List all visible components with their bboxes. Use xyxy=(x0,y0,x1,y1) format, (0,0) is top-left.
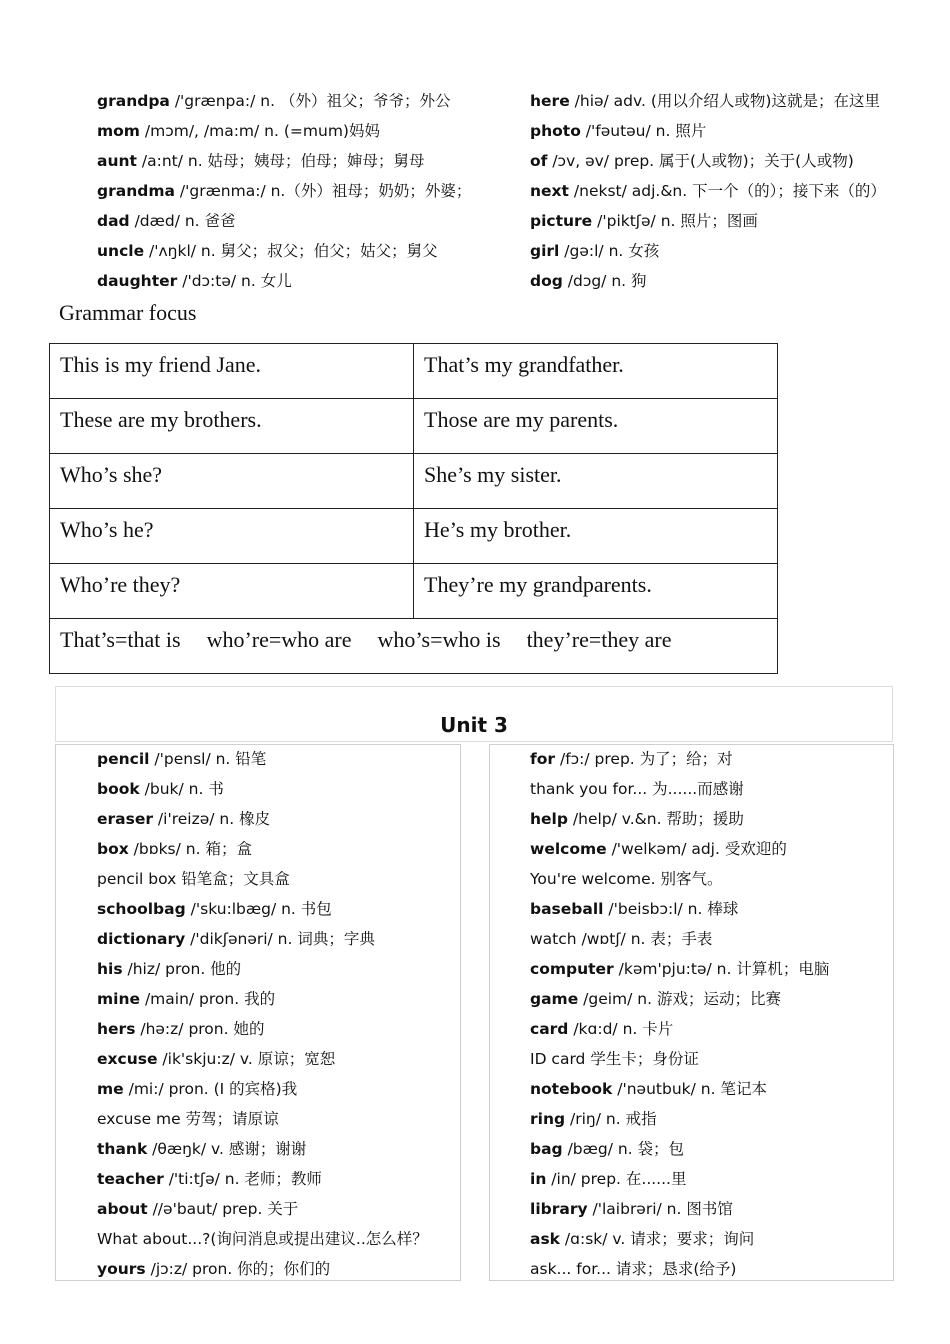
vocab-word: pencil xyxy=(97,750,150,768)
vocab-word: uncle xyxy=(97,242,145,260)
vocab-entry xyxy=(97,206,471,236)
vocab-entry xyxy=(97,1074,428,1104)
vocab-word: eraser xyxy=(97,810,153,828)
contractions-summary xyxy=(50,619,778,674)
grammar-answer: She’s my sister. xyxy=(414,454,778,509)
vocab-definition: /'welkəm/ adj. 受欢迎的 xyxy=(606,840,787,858)
vocab-entry xyxy=(97,924,428,954)
vocab-entry xyxy=(530,1104,829,1134)
vocab-entry xyxy=(530,146,886,176)
vocab-word: help xyxy=(530,810,568,828)
unit-title: Unit 3 xyxy=(440,713,508,737)
vocab-definition: /'dikʃənəri/ n. 词典；字典 xyxy=(185,930,375,948)
vocab-word: schoolbag xyxy=(97,900,186,918)
vocab-definition: You're welcome. 别客气。 xyxy=(530,870,723,888)
vocab-word: bag xyxy=(530,1140,563,1158)
vocab-definition: /kɑ:d/ n. 卡片 xyxy=(568,1020,674,1038)
vocab-definition: /riŋ/ n. 戒指 xyxy=(565,1110,657,1128)
vocab-word: mom xyxy=(97,122,140,140)
vocab-definition: /i'reizə/ n. 橡皮 xyxy=(153,810,271,828)
vocab-word: library xyxy=(530,1200,588,1218)
vocab-definition: /'ʌŋkl/ n. 舅父；叔父；伯父；姑父；舅父 xyxy=(144,242,438,260)
vocab-definition: What about...?(询问消息或提出建议..怎么样？ xyxy=(97,1230,428,1248)
vocab-definition: pencil box 铅笔盒；文具盒 xyxy=(97,870,290,888)
vocab-word: ask xyxy=(530,1230,560,1248)
vocab-definition: /hiə/ adv. (用以介绍人或物)这就是；在这里 xyxy=(569,92,880,110)
vocab-definition: watch /wɒtʃ/ n. 表；手表 xyxy=(530,930,713,948)
vocab-entry xyxy=(97,894,428,924)
vocab-list-unit-right xyxy=(530,744,829,1284)
grammar-question: This is my friend Jane. xyxy=(50,344,414,399)
vocab-entry xyxy=(530,954,829,984)
vocab-definition: /hə:z/ pron. 她的 xyxy=(135,1020,265,1038)
contraction: That’s=that is xyxy=(60,627,181,652)
grammar-answer: They’re my grandparents. xyxy=(414,564,778,619)
vocab-entry xyxy=(97,176,471,206)
contraction: they’re=they are xyxy=(526,627,672,652)
vocab-entry xyxy=(530,924,829,954)
vocab-definition: /'nəutbuk/ n. 笔记本 xyxy=(612,1080,767,1098)
vocab-entry xyxy=(530,864,829,894)
vocab-definition: excuse me 劳驾；请原谅 xyxy=(97,1110,279,1128)
vocab-word: notebook xyxy=(530,1080,613,1098)
vocab-definition: /'piktʃə/ n. 照片；图画 xyxy=(592,212,758,230)
vocab-definition: /fɔ:/ prep. 为了；给；对 xyxy=(555,750,733,768)
vocab-word: ring xyxy=(530,1110,566,1128)
vocab-definition: /hiz/ pron. 他的 xyxy=(122,960,242,978)
vocab-entry xyxy=(530,774,829,804)
vocab-word: dog xyxy=(530,272,563,290)
vocab-definition: /mi:/ pron. (I 的宾格)我 xyxy=(123,1080,298,1098)
vocab-entry xyxy=(97,804,428,834)
vocab-entry xyxy=(97,146,471,176)
vocab-entry xyxy=(530,176,886,206)
vocab-entry xyxy=(97,774,428,804)
vocab-definition: /'pensl/ n. 铅笔 xyxy=(149,750,267,768)
vocab-word: next xyxy=(530,182,569,200)
vocab-entry xyxy=(97,744,428,774)
vocab-entry xyxy=(530,834,829,864)
vocab-entry xyxy=(530,206,886,236)
vocab-word: yours xyxy=(97,1260,146,1278)
vocab-definition: /ɔv, əv/ prep. 属于(人或物)；关于(人或物) xyxy=(547,152,854,170)
contraction: who’s=who is xyxy=(377,627,501,652)
vocab-entry xyxy=(97,1104,428,1134)
vocab-definition: /jɔ:z/ pron. 你的；你们的 xyxy=(145,1260,331,1278)
vocab-entry xyxy=(530,1224,829,1254)
vocab-entry xyxy=(530,116,886,146)
vocab-entry xyxy=(97,1044,428,1074)
vocab-word: welcome xyxy=(530,840,607,858)
vocab-entry xyxy=(97,1254,428,1284)
vocab-word: here xyxy=(530,92,570,110)
vocab-word: for xyxy=(530,750,556,768)
vocab-list-top-left xyxy=(97,86,471,296)
vocab-word: his xyxy=(97,960,123,978)
grammar-question: Who’s he? xyxy=(50,509,414,564)
vocab-word: hers xyxy=(97,1020,136,1038)
vocab-definition: /ik'skju:z/ v. 原谅；宽恕 xyxy=(157,1050,336,1068)
vocab-word: thank xyxy=(97,1140,148,1158)
vocab-entry xyxy=(530,894,829,924)
vocab-definition: /'laibrəri/ n. 图书馆 xyxy=(587,1200,733,1218)
vocab-word: me xyxy=(97,1080,124,1098)
vocab-definition: /kəm'pju:tə/ n. 计算机；电脑 xyxy=(613,960,830,978)
vocab-entry xyxy=(530,1164,829,1194)
vocab-word: about xyxy=(97,1200,148,1218)
unit-header-box xyxy=(55,686,893,742)
vocab-word: dad xyxy=(97,212,130,230)
vocab-entry xyxy=(97,1224,428,1254)
vocab-entry xyxy=(97,86,471,116)
vocab-entry xyxy=(530,744,829,774)
vocab-definition: /mɔm/, /ma:m/ n. (=mum)妈妈 xyxy=(139,122,380,140)
vocab-list-unit-left xyxy=(97,744,428,1284)
vocab-definition: /help/ v.&n. 帮助；援助 xyxy=(567,810,744,828)
vocab-definition: /geim/ n. 游戏；运动；比赛 xyxy=(578,990,781,1008)
vocab-definition: /'sku:lbæg/ n. 书包 xyxy=(185,900,332,918)
vocab-definition: /'grænma:/ n.（外）祖母；奶奶；外婆； xyxy=(174,182,472,200)
grammar-question: Who’re they? xyxy=(50,564,414,619)
vocab-word: of xyxy=(530,152,548,170)
grammar-row xyxy=(50,454,778,509)
vocab-entry xyxy=(530,984,829,1014)
vocab-definition: //ə'baut/ prep. 关于 xyxy=(147,1200,299,1218)
grammar-answer: He’s my brother. xyxy=(414,509,778,564)
grammar-row xyxy=(50,564,778,619)
grammar-answer: That’s my grandfather. xyxy=(414,344,778,399)
vocab-definition: /ɑ:sk/ v. 请求；要求；询问 xyxy=(560,1230,755,1248)
grammar-question: Who’s she? xyxy=(50,454,414,509)
vocab-word: girl xyxy=(530,242,560,260)
vocab-definition: ID card 学生卡；身份证 xyxy=(530,1050,699,1068)
vocab-word: dictionary xyxy=(97,930,186,948)
vocab-entry xyxy=(530,1074,829,1104)
vocab-entry xyxy=(97,1164,428,1194)
vocab-definition: /'grænpa:/ n. （外）祖父；爷爷；外公 xyxy=(169,92,451,110)
vocab-word: in xyxy=(530,1170,547,1188)
grammar-row xyxy=(50,509,778,564)
vocab-definition: /main/ pron. 我的 xyxy=(140,990,276,1008)
vocab-definition: /bæg/ n. 袋；包 xyxy=(562,1140,685,1158)
vocab-definition: /in/ prep. 在......里 xyxy=(546,1170,687,1188)
grammar-row xyxy=(50,399,778,454)
vocab-word: mine xyxy=(97,990,141,1008)
vocab-definition: /'fəutəu/ n. 照片 xyxy=(580,122,707,140)
vocab-entry xyxy=(97,266,471,296)
vocab-entry xyxy=(530,1254,829,1284)
vocab-word: computer xyxy=(530,960,614,978)
vocab-entry xyxy=(97,834,428,864)
vocab-entry xyxy=(97,954,428,984)
vocab-definition: /a:nt/ n. 姑母；姨母；伯母；婶母；舅母 xyxy=(136,152,425,170)
vocab-definition: ask... for... 请求；恳求(给予) xyxy=(530,1260,737,1278)
vocab-entry xyxy=(530,266,886,296)
vocab-word: photo xyxy=(530,122,581,140)
vocab-word: game xyxy=(530,990,579,1008)
vocab-word: box xyxy=(97,840,129,858)
vocab-entry xyxy=(97,984,428,1014)
vocab-definition: /dɔg/ n. 狗 xyxy=(562,272,647,290)
vocab-definition: /'beisbɔ:l/ n. 棒球 xyxy=(603,900,739,918)
vocab-entry xyxy=(97,864,428,894)
grammar-table xyxy=(49,343,778,674)
vocab-definition: /'ti:tʃə/ n. 老师；教师 xyxy=(163,1170,322,1188)
vocab-definition: /nekst/ adj.&n. 下一个（的）；接下来（的） xyxy=(568,182,886,200)
vocab-entry xyxy=(97,1014,428,1044)
vocab-word: grandma xyxy=(97,182,175,200)
vocab-word: daughter xyxy=(97,272,178,290)
vocab-list-top-right xyxy=(530,86,886,296)
vocab-entry xyxy=(530,1014,829,1044)
vocab-definition: /dæd/ n. 爸爸 xyxy=(129,212,236,230)
vocab-entry xyxy=(97,116,471,146)
vocab-entry xyxy=(530,1194,829,1224)
grammar-question: These are my brothers. xyxy=(50,399,414,454)
vocab-word: grandpa xyxy=(97,92,170,110)
vocab-word: card xyxy=(530,1020,569,1038)
contraction: who’re=who are xyxy=(206,627,352,652)
vocab-entry xyxy=(530,1044,829,1074)
vocab-entry xyxy=(530,1134,829,1164)
vocab-definition: /θæŋk/ v. 感谢；谢谢 xyxy=(147,1140,307,1158)
vocab-definition: /gə:l/ n. 女孩 xyxy=(559,242,660,260)
vocab-entry xyxy=(530,86,886,116)
vocab-word: picture xyxy=(530,212,593,230)
vocab-entry xyxy=(97,1194,428,1224)
grammar-answer: Those are my parents. xyxy=(414,399,778,454)
vocab-word: teacher xyxy=(97,1170,164,1188)
vocab-entry xyxy=(97,236,471,266)
grammar-title: Grammar focus xyxy=(59,300,197,325)
grammar-summary-row xyxy=(50,619,778,674)
vocab-entry xyxy=(530,804,829,834)
vocab-definition: /'dɔ:tə/ n. 女儿 xyxy=(177,272,292,290)
vocab-entry xyxy=(530,236,886,266)
vocab-definition: /buk/ n. 书 xyxy=(139,780,224,798)
vocab-word: aunt xyxy=(97,152,137,170)
vocab-word: book xyxy=(97,780,140,798)
vocab-entry xyxy=(97,1134,428,1164)
grammar-row xyxy=(50,344,778,399)
vocab-word: excuse xyxy=(97,1050,158,1068)
vocab-definition: thank you for... 为......而感谢 xyxy=(530,780,744,798)
vocab-definition: /bɒks/ n. 箱；盒 xyxy=(128,840,252,858)
vocab-word: baseball xyxy=(530,900,604,918)
